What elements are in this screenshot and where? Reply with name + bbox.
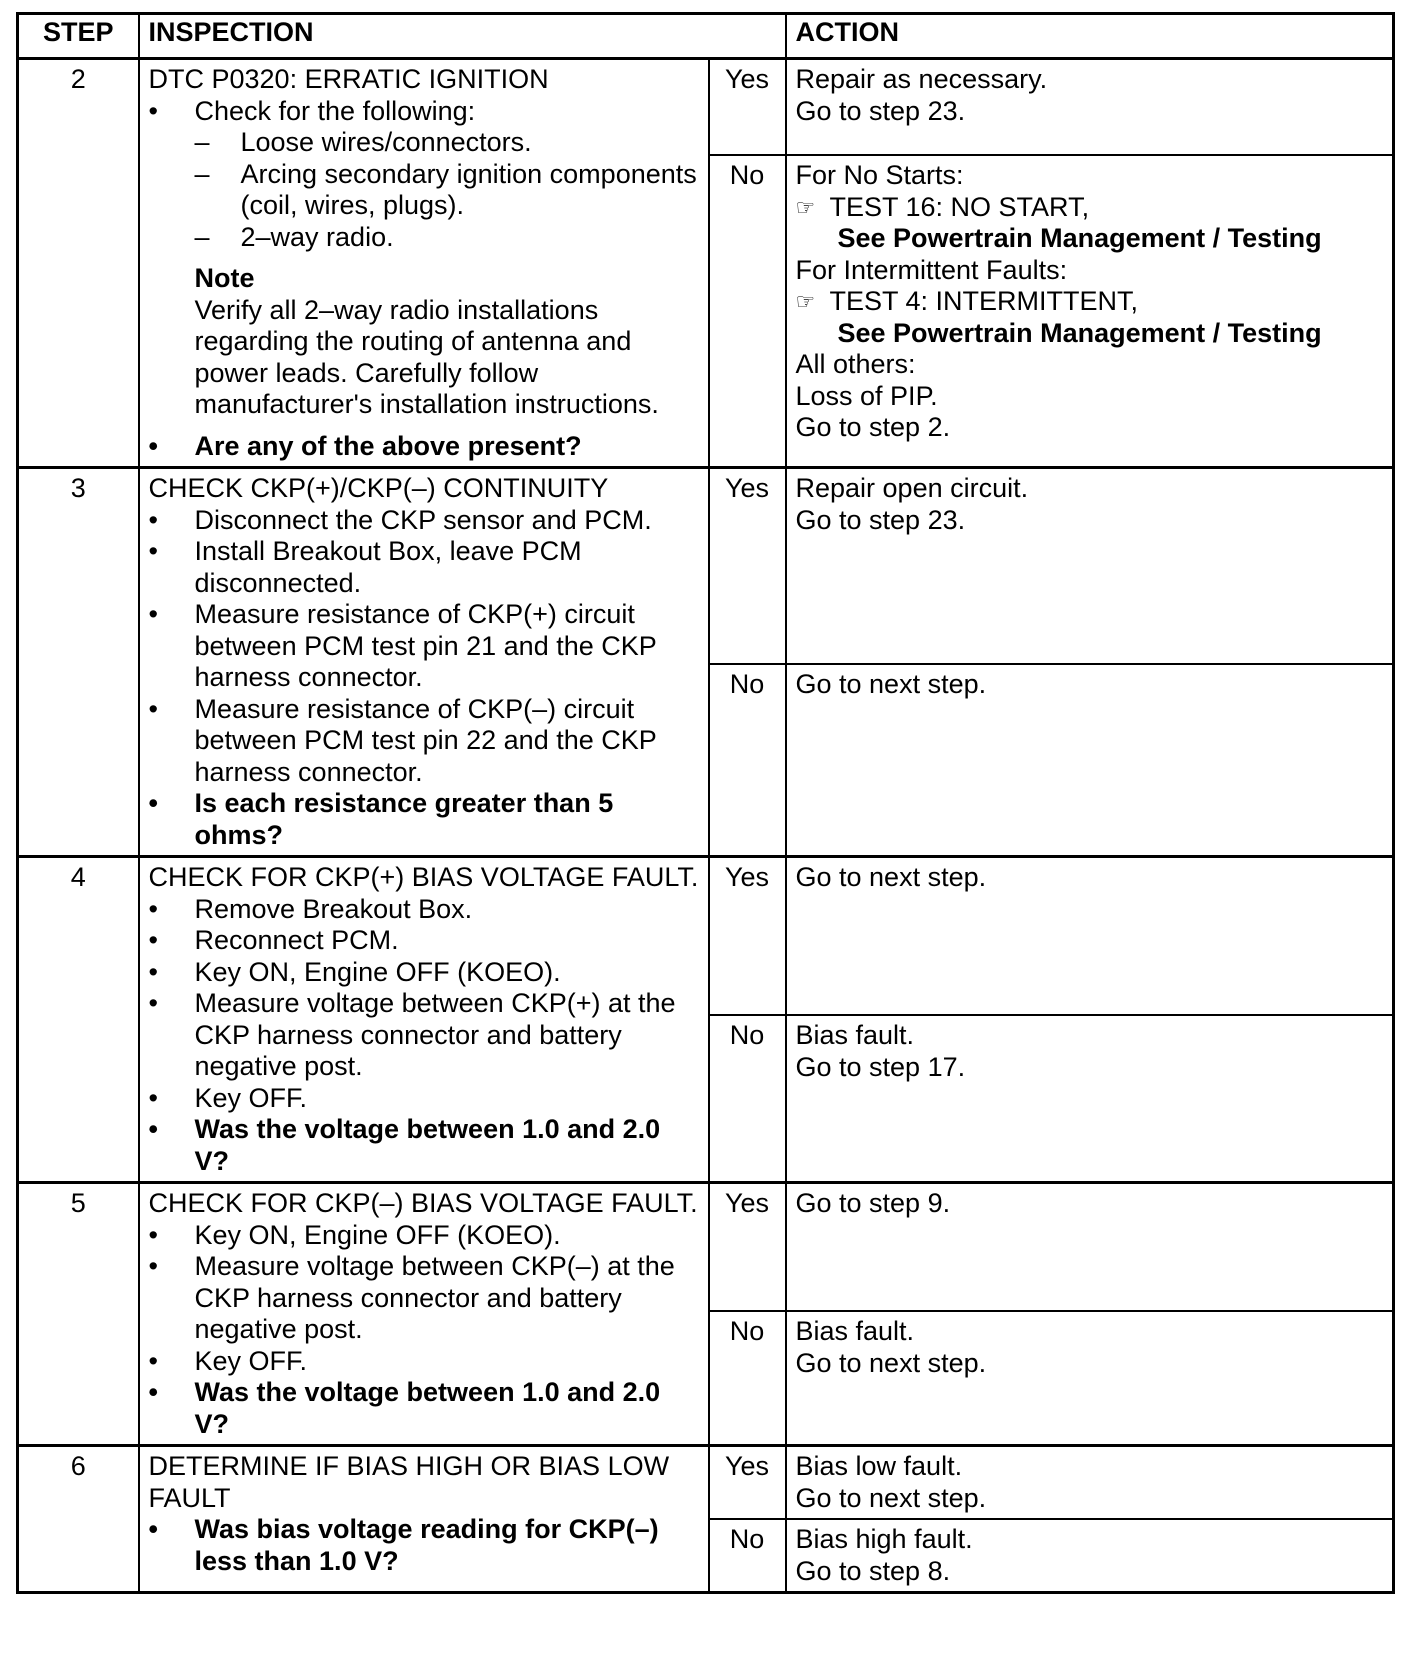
dash-item: – 2–way radio. (194, 221, 394, 252)
no-action: Bias fault. Go to step 17. (786, 1015, 1394, 1183)
pointing-hand-icon: ☞ (795, 289, 816, 314)
inspection-cell (139, 59, 709, 468)
header-action: ACTION (786, 14, 1394, 59)
step-number: 5 (18, 1183, 139, 1446)
bullet-item: • Check for the following: (148, 95, 476, 126)
inspection-cell (139, 1183, 709, 1446)
yes-action: Bias low fault. Go to next step. (786, 1446, 1394, 1520)
bullet-item: • Remove Breakout Box. (148, 893, 473, 924)
table-header-row (18, 14, 1394, 59)
dash-item: – Loose wires/connectors. (194, 127, 532, 157)
step-title: CHECK FOR CKP(–) BIAS VOLTAGE FAULT. (148, 1188, 698, 1218)
bullet-item: • Install Breakout Box, leave PCM disconnected. (148, 536, 582, 598)
yes-action: Repair open circuit. Go to step 23. (786, 468, 1394, 665)
table-row (18, 857, 1394, 1016)
no-action: Go to next step. (786, 664, 1394, 857)
step-title: CHECK CKP(+)/CKP(–) CONTINUITY (148, 473, 609, 503)
bullet-item: • Key OFF. (148, 1082, 308, 1113)
step-number: 6 (18, 1446, 139, 1593)
bullet-item: • Key OFF. (148, 1345, 308, 1376)
note-text: Verify all 2–way radio installations regarding the routing of antenna and power leads. Carefully follow manufacturer's installation instructions. (194, 294, 659, 419)
step-number: 3 (18, 468, 139, 857)
dash-item: – Arcing secondary ignition components (coil, wires, plugs). (194, 158, 697, 220)
step-title: DTC P0320: ERRATIC IGNITION (148, 64, 549, 94)
question-item: • Is each resistance greater than 5 ohms? (148, 788, 614, 850)
reference-item: ☞ TEST 16: NO START, (795, 191, 1090, 222)
header-inspection: INSPECTION (139, 14, 786, 59)
table-row (18, 1183, 1394, 1312)
yes-label: Yes (709, 468, 786, 665)
yes-action: Go to next step. (786, 857, 1394, 1016)
bullet-item: • Key ON, Engine OFF (KOEO). (148, 1219, 561, 1250)
bullet-item: • Measure resistance of CKP(–) circuit between PCM test pin 22 and the CKP harness connector. (148, 693, 657, 787)
header-step: STEP (18, 14, 139, 59)
no-label: No (709, 155, 786, 468)
question-item: • Was bias voltage reading for CKP(–) less than 1.0 V? (148, 1514, 659, 1576)
no-label: No (709, 1015, 786, 1183)
step-title: DETERMINE IF BIAS HIGH OR BIAS LOW FAULT (148, 1451, 670, 1513)
yes-action: Go to step 9. (786, 1183, 1394, 1312)
bullet-item: • Measure voltage between CKP(–) at the CKP harness connector and battery negative post. (148, 1251, 675, 1344)
bullet-item: • Measure voltage between CKP(+) at the CKP harness connector and battery negative post. (148, 988, 676, 1081)
bullet-item: • Disconnect the CKP sensor and PCM. (148, 504, 652, 535)
step-number: 4 (18, 857, 139, 1183)
yes-label: Yes (709, 59, 786, 156)
bullet-item: • Reconnect PCM. (148, 925, 399, 955)
no-action: Bias fault. Go to next step. (786, 1311, 1394, 1446)
inspection-cell (139, 468, 709, 857)
reference-link[interactable]: See Powertrain Management / Testing (837, 317, 1322, 348)
table-row (18, 468, 1394, 665)
yes-label: Yes (709, 857, 786, 1016)
table-row (18, 59, 1394, 156)
yes-action: Repair as necessary. Go to step 23. (786, 59, 1394, 156)
reference-item: ☞ TEST 4: INTERMITTENT, (795, 286, 1139, 316)
reference-link[interactable]: See Powertrain Management / Testing (837, 223, 1322, 253)
note-title: Note (194, 263, 255, 293)
inspection-cell (139, 857, 709, 1183)
no-action: Bias high fault. Go to step 8. (786, 1519, 1394, 1593)
bullet-item: • Measure resistance of CKP(+) circuit between PCM test pin 21 and the CKP harness connector. (148, 599, 657, 692)
bullet-item: • Key ON, Engine OFF (KOEO). (148, 956, 561, 987)
question-item: • Was the voltage between 1.0 and 2.0 V? (148, 1114, 661, 1176)
question-item: • Are any of the above present? (148, 430, 582, 461)
no-label: No (709, 664, 786, 857)
yes-label: Yes (709, 1183, 786, 1312)
pointing-hand-icon: ☞ (795, 194, 816, 220)
no-action: For No Starts: ☞ TEST 16: NO START, See Powertrain Management / Testing For Intermittent Faults: ☞ TEST 4: INTERMITTENT, See Powertrain Management / Testing All others: Loss of PIP. Go to step 2. (786, 155, 1394, 468)
inspection-cell (139, 1446, 709, 1593)
no-label: No (709, 1311, 786, 1446)
step-number: 2 (18, 59, 139, 468)
step-title: CHECK FOR CKP(+) BIAS VOLTAGE FAULT. (148, 862, 699, 892)
no-label: No (709, 1519, 786, 1593)
diagnostic-table (16, 12, 1395, 1594)
table-row (18, 1446, 1394, 1520)
yes-label: Yes (709, 1446, 786, 1520)
question-item: • Was the voltage between 1.0 and 2.0 V? (148, 1377, 661, 1439)
